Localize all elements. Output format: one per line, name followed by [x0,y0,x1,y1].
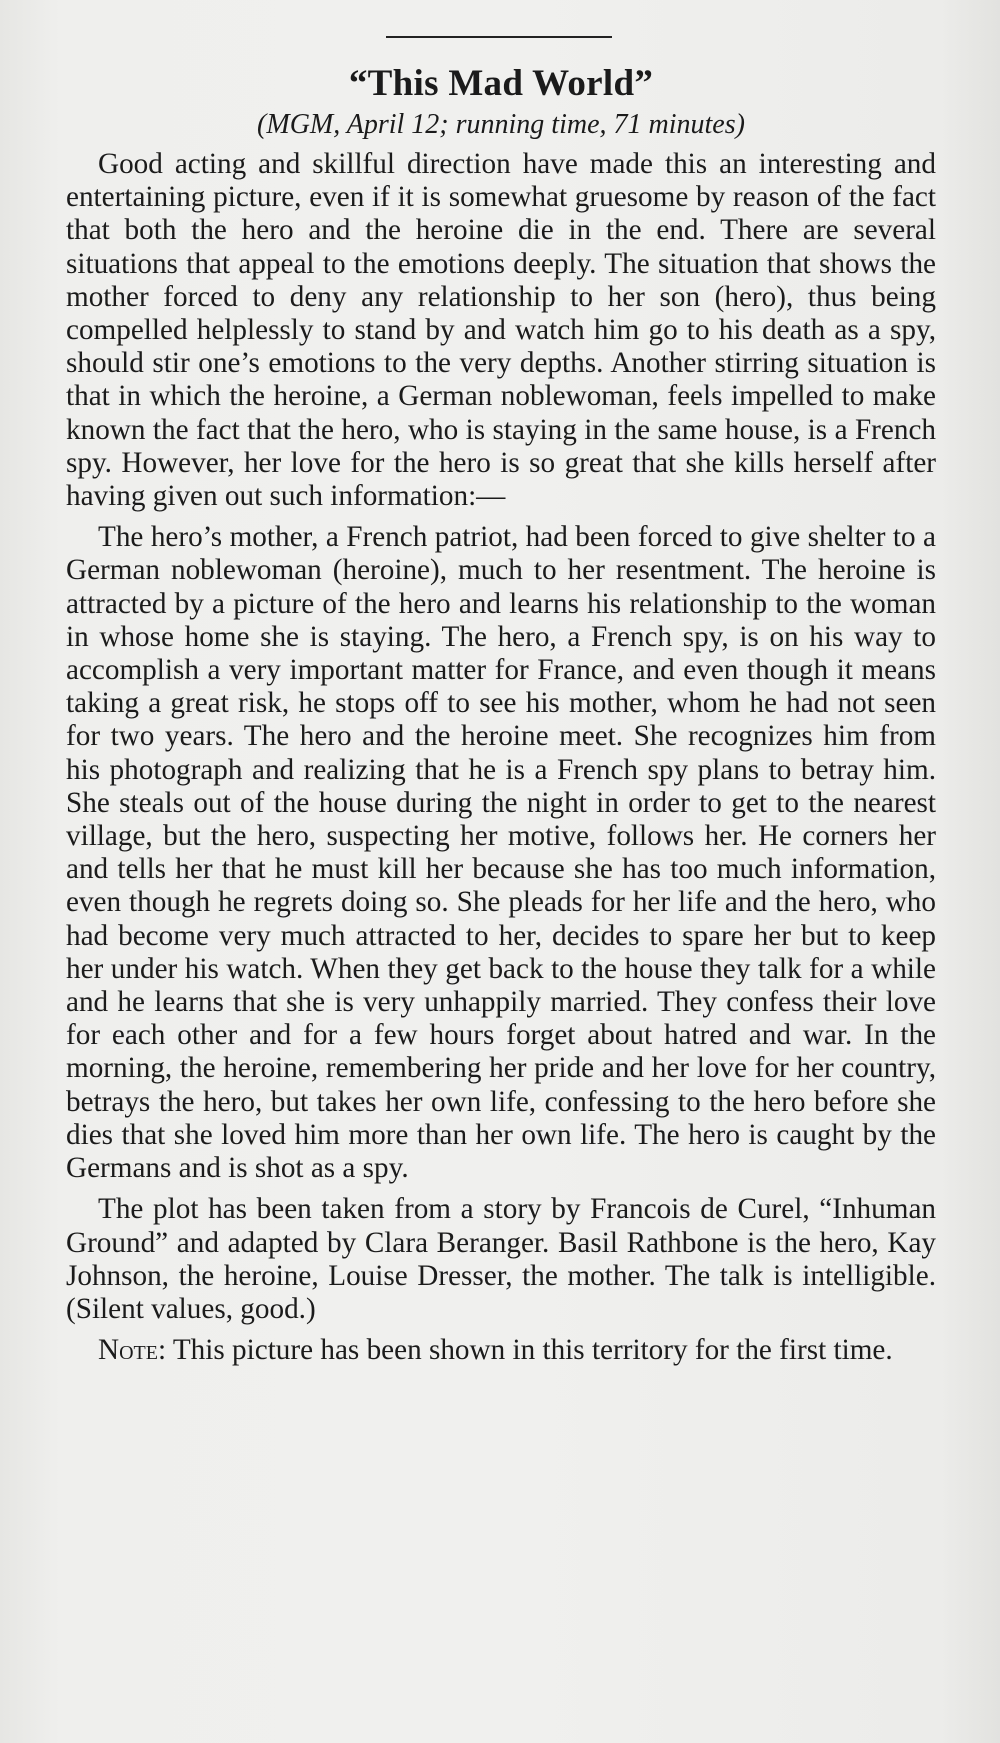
note-text: This picture has been shown in this territory for the first time. [166,1334,893,1367]
review-column [66,62,936,1367]
note-label: Note: [98,1334,167,1367]
review-paragraph-intro: Good acting and skillful direction have made this an interesting and entertaining picture, even if it is somewhat gruesome by reason of the fact that both the hero and the heroine die in the end. There are several situations that appeal to the emotions deeply. The situation that shows the mother forced to deny any relationship to her son (hero), thus being compelled helplessly to stand by and watch him go to his death as a spy, should stir one’s emotions to the very depths. Another stirring situation is that in which the heroine, a German noblewoman, feels impelled to make known the fact that the hero, who is staying in the same house, is a French spy. However, her love for the hero is so great that she kills herself after having given out such information:— [66,148,936,513]
review-paragraph-credits: The plot has been taken from a story by Francois de Curel, “Inhuman Ground” and adapted by Clara Beranger. Basil Rathbone is the hero, Kay Johnson, the heroine, Louise Dresser, the mother. The talk is intelligible. (Silent values, good.) [66,1193,936,1325]
review-subtitle: (MGM, April 12; running time, 71 minutes) [257,109,745,140]
review-title: “This Mad World” [348,63,654,104]
review-paragraph-synopsis: The hero’s mother, a French patriot, had been forced to give shelter to a German noblewoman (heroine), much to her resentment. The heroine is attracted by a picture of the hero and learns his relationship to the woman in whose home she is staying. The hero, a French spy, is on his way to accomplish a very important matter for France, and even though it means taking a great risk, he stops off to see his mother, whom he had not seen for two years. The hero and the heroine meet. She recognizes him from his photograph and realizing that he is a French spy plans to betray him. She steals out of the house during the night in order to get to the nearest village, but the hero, suspecting her motive, follows her. He corners her and tells her that he must kill her because she has too much information, even though he regrets doing so. She pleads for her life and the hero, who had become very much attracted to her, decides to spare her but to keep her under his watch. When they get back to the house they talk for a while and he learns that she is very unhappily married. They confess their love for each other and for a few hours forget about hatred and war. In the morning, the heroine, remembering her pride and her love for her country, betrays the hero, but takes her own life, confessing to the hero before she dies that she loved him more than her own life. The hero is caught by the Germans and is shot as a spy. [66,521,936,1185]
review-note [66,1334,936,1367]
header-rule [386,36,612,38]
